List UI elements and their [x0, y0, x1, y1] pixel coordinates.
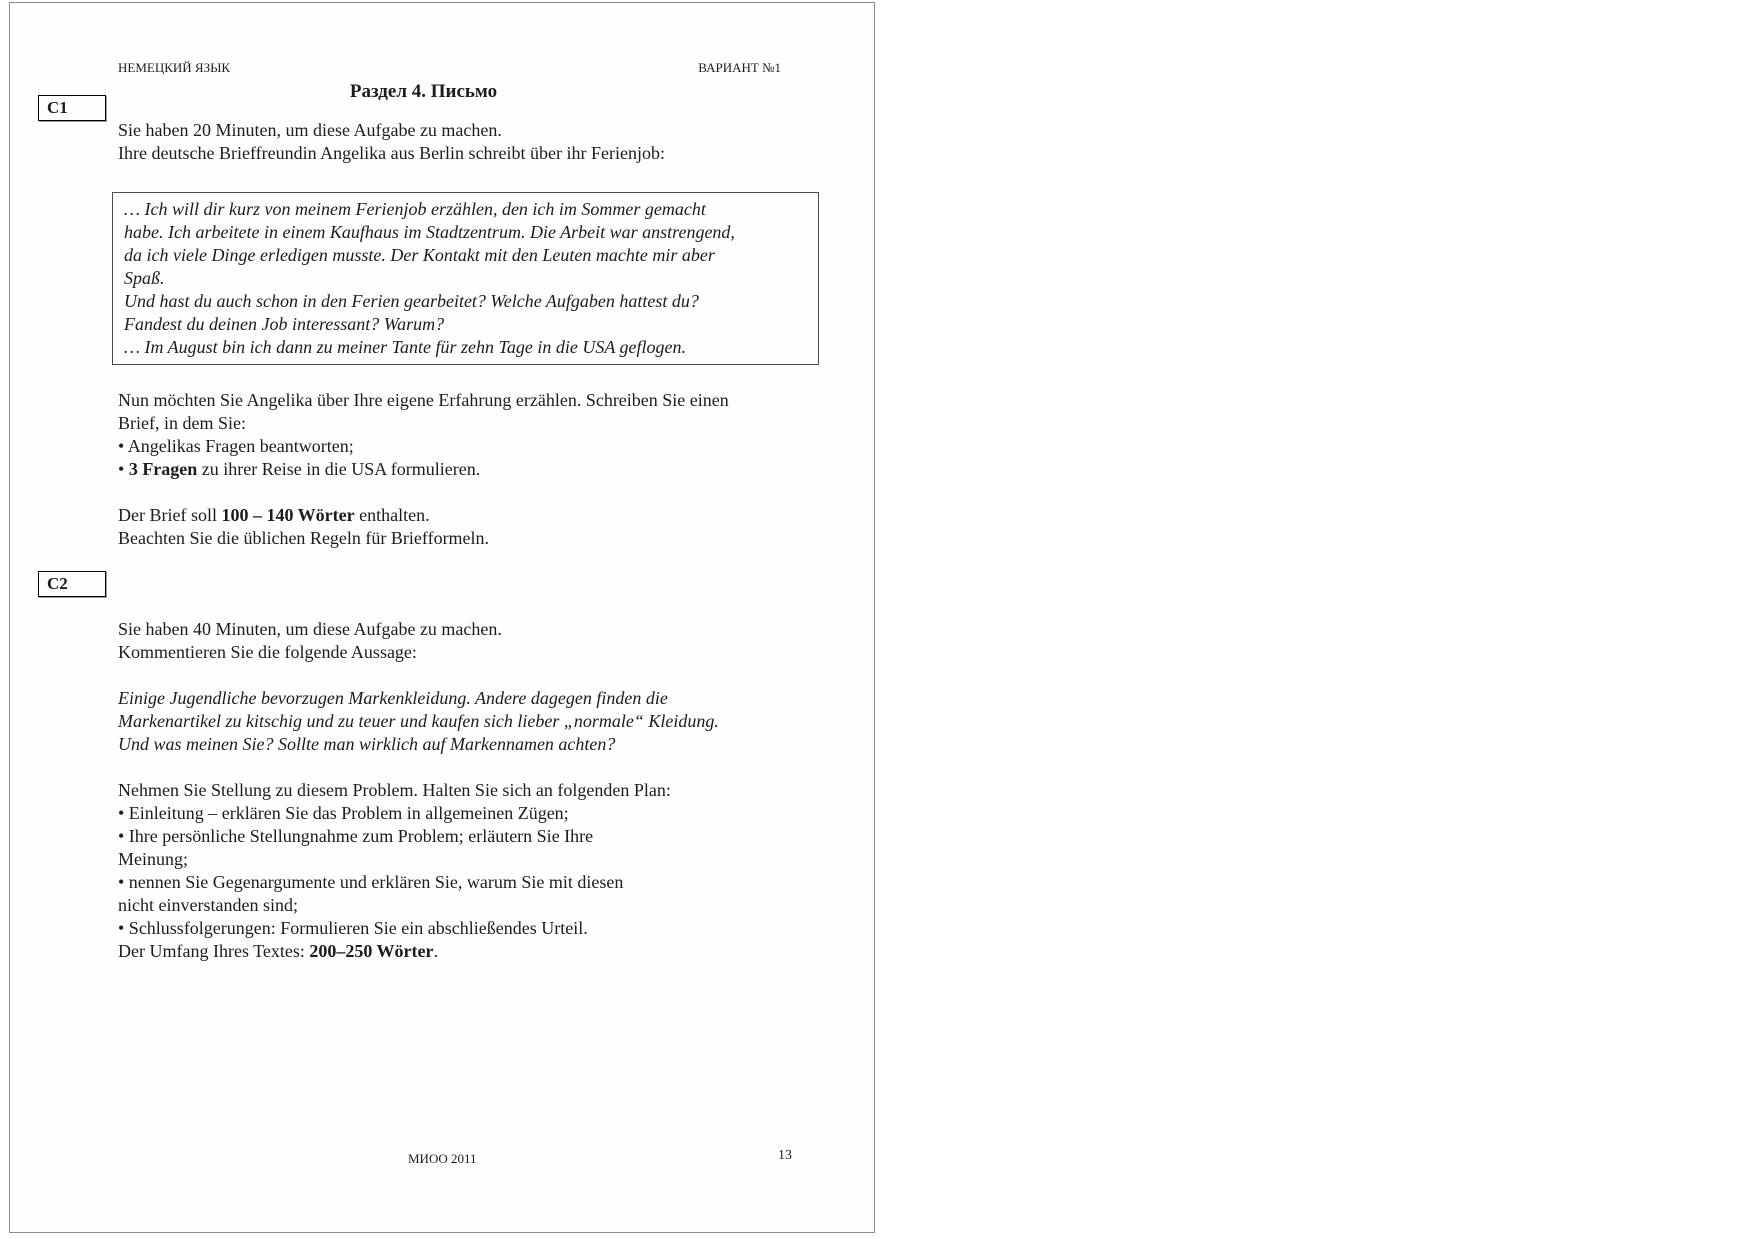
length-text-pre: Der Umfang Ihres Textes:	[118, 941, 310, 961]
c1-task-line: Nun möchten Sie Angelika über Ihre eigene Erfahrung erzählen. Schreiben Sie einen	[118, 390, 729, 410]
c2-statement-line: Und was meinen Sie? Sollte man wirklich auf Markennamen achten?	[118, 734, 616, 754]
c2-statement-line: Markenartikel zu kitschig und zu teuer und kaufen sich lieber „normale“ Kleidung.	[118, 711, 719, 731]
c2-plan-line: • Einleitung – erklären Sie das Problem in allgemeinen Zügen;	[118, 803, 569, 823]
letter-line: … Ich will dir kurz von meinem Ferienjob erzählen, den ich im Sommer gemacht	[124, 199, 706, 219]
c1-bullet-item	[118, 458, 819, 481]
c1-bullet-item: • Angelikas Fragen beantworten;	[118, 436, 354, 456]
length-text-bold: 100 – 140 Wörter	[221, 505, 355, 525]
letter-line: da ich viele Dinge erledigen musste. Der Kontakt mit den Leuten machte mir aber	[124, 245, 715, 265]
c2-plan	[118, 779, 819, 963]
task-c2-label: C2	[47, 574, 68, 593]
document-page	[9, 2, 875, 1233]
task-c2-box	[38, 571, 106, 597]
letter-line: Und hast du auch schon in den Ferien gearbeitet? Welche Aufgaben hattest du?	[124, 291, 699, 311]
bullet-text-post: zu ihrer Reise in die USA formulieren.	[197, 459, 481, 479]
c2-statement	[118, 687, 819, 756]
c1-letter-excerpt-box	[112, 192, 819, 365]
letter-line: Spaß.	[124, 268, 165, 288]
c2-plan-line: Meinung;	[118, 849, 188, 869]
c2-intro	[118, 618, 819, 664]
c1-intro-line: Ihre deutsche Brieffreundin Angelika aus Berlin schreibt über ihr Ferienjob:	[118, 143, 666, 163]
length-text-bold: 200–250 Wörter	[309, 941, 434, 961]
c2-length-line	[118, 940, 819, 963]
c1-requirements	[118, 504, 819, 550]
task-c1-box	[38, 95, 106, 121]
c2-plan-line: • nennen Sie Gegenargumente und erklären Sie, warum Sie mit diesen	[118, 872, 624, 892]
section-title: Раздел 4. Письмо	[349, 81, 498, 102]
c2-plan-line: Nehmen Sie Stellung zu diesem Problem. Halten Sie sich an folgenden Plan:	[118, 780, 671, 800]
page-content	[10, 3, 874, 963]
page-header	[118, 59, 819, 77]
header-subject: НЕМЕЦКИЙ ЯЗЫК	[118, 60, 231, 75]
c1-length-line	[118, 504, 819, 527]
bullet-text-bold: 3 Fragen	[128, 459, 198, 479]
c1-intro	[118, 119, 819, 165]
c2-plan-line: • Schlussfolgerungen: Formulieren Sie ein abschließendes Urteil.	[118, 918, 588, 938]
letter-line: … Im August bin ich dann zu meiner Tante für zehn Tage in die USA geflogen.	[124, 337, 686, 357]
c1-task-description	[118, 389, 819, 481]
length-text-post: .	[433, 941, 438, 961]
c1-intro-line: Sie haben 20 Minuten, um diese Aufgabe zu machen.	[118, 120, 502, 140]
length-text-post: enthalten.	[354, 505, 430, 525]
c2-intro-line: Kommentieren Sie die folgende Aussage:	[118, 642, 417, 662]
bullet-text-pre: •	[118, 459, 129, 479]
task-c1-label: C1	[47, 98, 68, 117]
c2-intro-line: Sie haben 40 Minuten, um diese Aufgabe zu machen.	[118, 619, 502, 639]
length-text-pre: Der Brief soll	[118, 505, 222, 525]
c2-plan-line: • Ihre persönliche Stellungnahme zum Problem; erläutern Sie Ihre	[118, 826, 594, 846]
c1-task-line: Brief, in dem Sie:	[118, 413, 246, 433]
footer-page-number: 13	[778, 1148, 792, 1163]
c1-rules-line: Beachten Sie die üblichen Regeln für Briefformeln.	[118, 528, 490, 548]
header-variant: ВАРИАНТ №1	[698, 60, 781, 75]
letter-line: habe. Ich arbeitete in einem Kaufhaus im Stadtzentrum. Die Arbeit war anstrengend,	[124, 222, 735, 242]
c2-statement-line: Einige Jugendliche bevorzugen Markenkleidung. Andere dagegen finden die	[118, 688, 668, 708]
footer-publisher: МИОО 2011	[408, 1151, 477, 1166]
c2-plan-line: nicht einverstanden sind;	[118, 895, 298, 915]
letter-line: Fandest du deinen Job interessant? Warum?	[124, 314, 445, 334]
